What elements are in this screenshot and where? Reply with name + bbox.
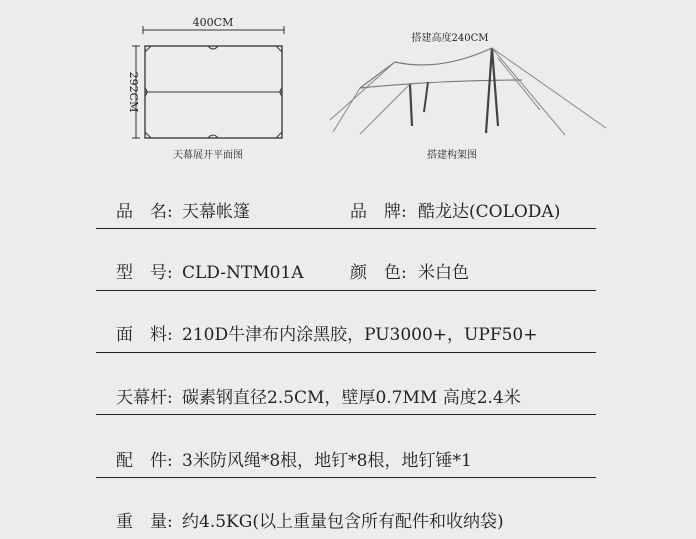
spec-row-fabric — [96, 324, 596, 346]
plan-view — [127, 16, 284, 161]
plan-width-label: 400CM — [192, 16, 234, 29]
frame-height-label: 搭建高度240CM — [411, 33, 489, 44]
spec-row-accessories — [96, 450, 596, 472]
plan-caption: 天幕展开平面图 — [173, 150, 243, 161]
divider — [96, 352, 596, 353]
spec-row-weight — [96, 511, 596, 533]
spec-row-name-brand — [96, 201, 596, 223]
color-value: 米白色 — [418, 263, 469, 283]
name-label: 品 名: — [116, 202, 173, 222]
divider — [96, 414, 596, 415]
name-value: 天幕帐篷 — [182, 202, 250, 222]
weight-value: 约4.5KG(以上重量包含所有配件和收纳袋) — [182, 512, 504, 532]
model-value: CLD-NTM01A — [182, 263, 304, 283]
weight-label: 重 量: — [116, 512, 173, 532]
divider — [96, 477, 596, 478]
divider — [96, 228, 596, 229]
fabric-value: 210D牛津布内涂黑胶，PU3000+，UPF50+ — [182, 325, 538, 345]
brand-label: 品 牌: — [350, 202, 407, 222]
accessory-label: 配 件: — [116, 451, 173, 471]
pole-value: 碳素钢直径2.5CM，壁厚0.7MM 高度2.4米 — [182, 388, 521, 408]
tarp-diagram — [0, 0, 696, 175]
plan-height-label: 292CM — [127, 71, 140, 113]
color-label: 颜 色: — [350, 263, 407, 283]
pole-label: 天幕杆: — [116, 388, 173, 408]
spec-row-model-color — [96, 262, 596, 284]
frame-caption: 搭建构架图 — [427, 150, 477, 161]
model-label: 型 号: — [116, 263, 173, 283]
divider — [96, 290, 596, 291]
accessory-value: 3米防风绳*8根，地钉*8根，地钉锤*1 — [182, 451, 472, 471]
fabric-label: 面 料: — [116, 325, 173, 345]
brand-value: 酷龙达(COLODA) — [418, 202, 561, 222]
spec-row-pole — [96, 387, 596, 409]
frame-view — [330, 31, 606, 161]
